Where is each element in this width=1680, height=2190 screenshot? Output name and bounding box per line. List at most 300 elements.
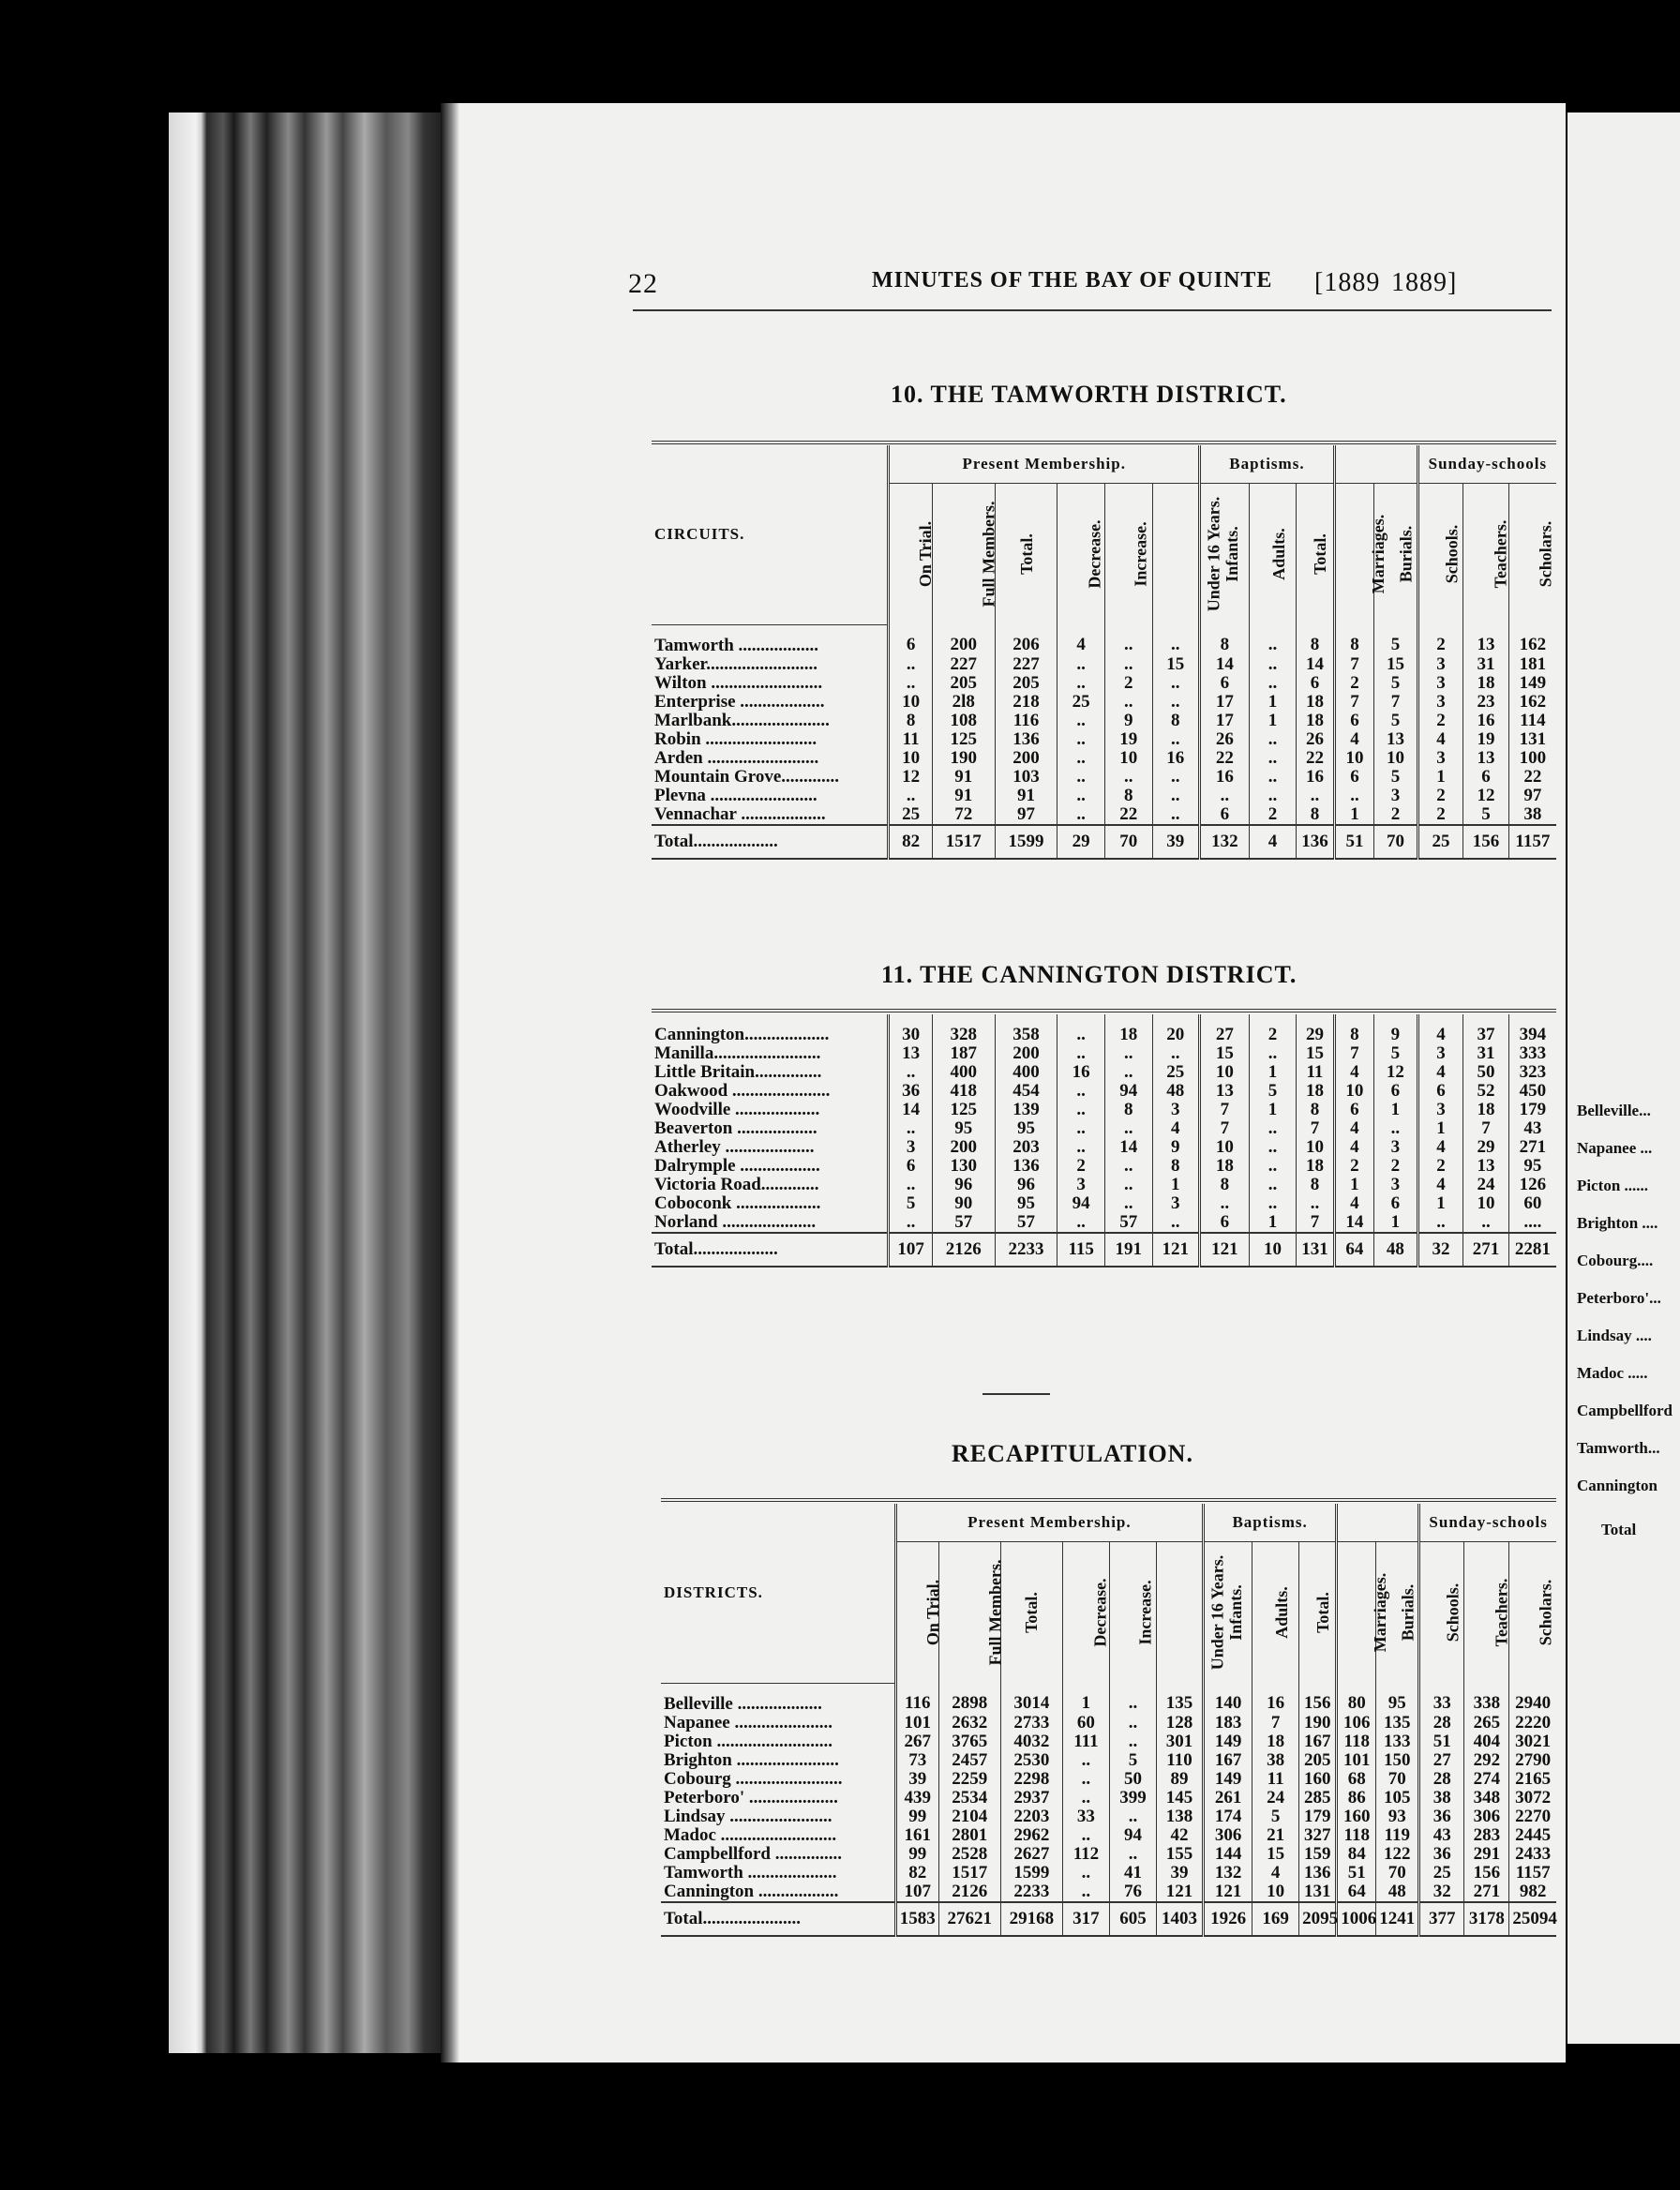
row-name: Brighton ....................... xyxy=(664,1749,839,1770)
cell-decrease: .. xyxy=(1062,1789,1109,1808)
cell-adults: .. xyxy=(1249,1157,1297,1176)
cell-increase: 2 xyxy=(1104,674,1152,693)
cell-full-members: 190 xyxy=(932,749,995,768)
column-header-marriages-label: Marriages. xyxy=(1371,1572,1390,1652)
cell-on-trial: 267 xyxy=(895,1732,938,1751)
row-name: Coboconk ................... xyxy=(654,1193,821,1213)
table-row xyxy=(652,1157,1556,1176)
cell-schools: 3 xyxy=(1418,655,1463,674)
cell-infants: .. xyxy=(1200,787,1250,805)
cell-on-trial: 99 xyxy=(895,1845,938,1864)
cell-increase: 94 xyxy=(1109,1826,1156,1845)
cell-infants: 183 xyxy=(1204,1714,1252,1732)
table-row xyxy=(652,1138,1556,1157)
total-row xyxy=(652,825,1556,859)
total-marriages: 51 xyxy=(1334,825,1373,859)
cell-schools: 3 xyxy=(1418,693,1463,712)
cell-teachers: 265 xyxy=(1464,1714,1509,1732)
cell-scholars: 95 xyxy=(1508,1157,1556,1176)
cell-marriages: 4 xyxy=(1334,1194,1373,1213)
table-row xyxy=(652,730,1556,749)
cell-burials: 5 xyxy=(1374,712,1418,730)
cell-schools: 4 xyxy=(1418,1138,1463,1157)
cell-scholars: 323 xyxy=(1508,1063,1556,1082)
cell-increase: 8 xyxy=(1104,1101,1152,1119)
cell-teachers: 50 xyxy=(1463,1063,1509,1082)
column-header-schools-label: Schools. xyxy=(1443,1582,1462,1642)
column-header-under16 xyxy=(1152,484,1222,625)
total-adults: 10 xyxy=(1249,1233,1297,1267)
cell-schools: 33 xyxy=(1419,1683,1464,1714)
cell-baptisms-total: .. xyxy=(1297,1194,1334,1213)
cell-burials: 133 xyxy=(1376,1732,1419,1751)
cell-infants: 6 xyxy=(1200,805,1250,825)
header-rule xyxy=(633,309,1552,311)
cell-marriages: 1 xyxy=(1334,805,1373,825)
cell-scholars: 181 xyxy=(1508,655,1556,674)
facing-page-stub-row: Tamworth... xyxy=(1577,1439,1660,1457)
cell-baptisms-total: 6 xyxy=(1297,674,1334,693)
total-on-trial: 107 xyxy=(889,1233,933,1267)
total-row xyxy=(661,1902,1556,1936)
cell-marriages: 51 xyxy=(1337,1864,1376,1882)
cell-schools: 3 xyxy=(1418,1101,1463,1119)
cell-schools: 1 xyxy=(1418,1194,1463,1213)
present-membership-header: Present Membership. xyxy=(889,445,1200,484)
cell-decrease: .. xyxy=(1058,674,1105,693)
row-name: Cannington .................. xyxy=(664,1881,839,1901)
cell-decrease: .. xyxy=(1058,805,1105,825)
cell-decrease: 4 xyxy=(1058,624,1105,655)
cell-teachers: 13 xyxy=(1463,749,1509,768)
row-name: Madoc .......................... xyxy=(664,1824,837,1845)
column-header-on-trial xyxy=(889,484,936,625)
facing-page-strip xyxy=(1568,112,1680,2044)
cell-infants: 27 xyxy=(1200,1014,1250,1044)
cell-increase: .. xyxy=(1104,655,1152,674)
facing-page-total: Total xyxy=(1601,1521,1637,1538)
cell-burials: 7 xyxy=(1374,693,1418,712)
cell-full-members: 96 xyxy=(932,1176,995,1194)
cell-on-trial: 107 xyxy=(895,1882,938,1902)
cell-increase: .. xyxy=(1109,1732,1156,1751)
cell-baptisms-total: 18 xyxy=(1297,693,1334,712)
cell-decrease: 16 xyxy=(1058,1063,1105,1082)
cell-full-members: 2104 xyxy=(938,1808,1000,1826)
cell-on-trial: 101 xyxy=(895,1714,938,1732)
column-header-baptisms-total xyxy=(1299,1542,1337,1684)
cell-burials: 105 xyxy=(1376,1789,1419,1808)
cell-increase: 19 xyxy=(1104,730,1152,749)
cannington-top-rule xyxy=(652,1009,1556,1012)
row-name: Norland ..................... xyxy=(654,1212,817,1232)
table-row xyxy=(652,1213,1556,1233)
column-header-burials-label: Burials. xyxy=(1396,525,1416,582)
cell-schools: 1 xyxy=(1418,1119,1463,1138)
column-header-increase-label: Increase. xyxy=(1135,1579,1155,1645)
cell-under16: 155 xyxy=(1156,1845,1203,1864)
total-infants: 1926 xyxy=(1204,1902,1252,1936)
facing-page-stub-row: Campbellford xyxy=(1577,1402,1672,1419)
cell-burials: 93 xyxy=(1376,1808,1419,1826)
cell-total: 4032 xyxy=(1000,1732,1062,1751)
cell-full-members: 205 xyxy=(932,674,995,693)
cell-baptisms-total: 179 xyxy=(1299,1808,1337,1826)
cell-adults: .. xyxy=(1249,624,1297,655)
cell-increase: .. xyxy=(1104,1176,1152,1194)
cell-full-members: 2632 xyxy=(938,1714,1000,1732)
cell-total: 1599 xyxy=(1000,1864,1062,1882)
column-header-increase-label: Increase. xyxy=(1131,520,1150,587)
cell-decrease: 60 xyxy=(1062,1714,1109,1732)
cell-full-members: 187 xyxy=(932,1044,995,1063)
cell-total: 2733 xyxy=(1000,1714,1062,1732)
cell-on-trial: 161 xyxy=(895,1826,938,1845)
cell-adults: 38 xyxy=(1252,1751,1299,1770)
cell-scholars: 2433 xyxy=(1509,1845,1556,1864)
cell-under16: 3 xyxy=(1152,1101,1200,1119)
cell-on-trial: .. xyxy=(889,1176,933,1194)
cell-adults: .. xyxy=(1249,655,1297,674)
column-header-teachers-label: Teachers. xyxy=(1491,519,1510,588)
tamworth-table xyxy=(652,445,1556,860)
row-name: Cobourg ........................ xyxy=(664,1768,843,1789)
cell-decrease: .. xyxy=(1058,655,1105,674)
cell-adults: 16 xyxy=(1252,1683,1299,1714)
cell-total: 203 xyxy=(995,1138,1058,1157)
row-name: Wilton ......................... xyxy=(654,672,823,693)
cell-increase: 22 xyxy=(1104,805,1152,825)
cell-on-trial: .. xyxy=(889,655,933,674)
table-row xyxy=(661,1732,1556,1751)
cell-scholars: 131 xyxy=(1508,730,1556,749)
total-on-trial: 82 xyxy=(889,825,933,859)
cell-full-members: 400 xyxy=(932,1063,995,1082)
table-row xyxy=(652,1119,1556,1138)
cell-teachers: 7 xyxy=(1463,1119,1509,1138)
cell-marriages: 8 xyxy=(1334,624,1373,655)
cell-teachers: 338 xyxy=(1464,1683,1509,1714)
cell-increase: 9 xyxy=(1104,712,1152,730)
cell-burials: 95 xyxy=(1376,1683,1419,1714)
cell-burials: 2 xyxy=(1374,1157,1418,1176)
cell-on-trial: 73 xyxy=(895,1751,938,1770)
cell-schools: 6 xyxy=(1418,1082,1463,1101)
table-row xyxy=(661,1789,1556,1808)
cell-on-trial: .. xyxy=(889,674,933,693)
cell-scholars: 982 xyxy=(1509,1882,1556,1902)
cell-full-members: 2898 xyxy=(938,1683,1000,1714)
cell-increase: .. xyxy=(1109,1714,1156,1732)
present-membership-header: Present Membership. xyxy=(895,1504,1203,1542)
cell-full-members: 200 xyxy=(932,1138,995,1157)
cell-adults: 11 xyxy=(1252,1770,1299,1789)
cell-schools: 43 xyxy=(1419,1826,1464,1845)
cell-burials: 13 xyxy=(1374,730,1418,749)
baptisms-header: Baptisms. xyxy=(1200,445,1335,484)
cell-full-members: 3765 xyxy=(938,1732,1000,1751)
cell-infants: 149 xyxy=(1204,1770,1252,1789)
cell-under16: .. xyxy=(1152,730,1200,749)
cell-marriages: 6 xyxy=(1334,712,1373,730)
cell-marriages: 8 xyxy=(1334,1014,1373,1044)
cell-scholars: 149 xyxy=(1508,674,1556,693)
total-schools: 25 xyxy=(1418,825,1463,859)
book-page-edges xyxy=(169,112,441,2053)
cell-under16: 8 xyxy=(1152,1157,1200,1176)
row-name: Enterprise ................... xyxy=(654,691,825,712)
cell-full-members: 2534 xyxy=(938,1789,1000,1808)
column-header-scholars xyxy=(1509,1542,1556,1684)
cell-baptisms-total: 18 xyxy=(1297,712,1334,730)
cell-infants: 132 xyxy=(1204,1864,1252,1882)
cell-total: 227 xyxy=(995,655,1058,674)
cell-adults: 2 xyxy=(1249,1014,1297,1044)
total-decrease: 115 xyxy=(1058,1233,1105,1267)
total-decrease: 29 xyxy=(1058,825,1105,859)
cell-decrease: .. xyxy=(1058,1213,1105,1233)
table-row xyxy=(652,1176,1556,1194)
cell-infants: 7 xyxy=(1200,1101,1250,1119)
cell-under16: 20 xyxy=(1152,1014,1200,1044)
cell-scholars: 97 xyxy=(1508,787,1556,805)
cell-under16: 89 xyxy=(1156,1770,1203,1789)
cell-teachers: 404 xyxy=(1464,1732,1509,1751)
cell-adults: .. xyxy=(1249,1194,1297,1213)
cell-teachers: 283 xyxy=(1464,1826,1509,1845)
cell-full-members: 125 xyxy=(932,1101,995,1119)
cell-under16: .. xyxy=(1152,1044,1200,1063)
cell-burials: 5 xyxy=(1374,1044,1418,1063)
cell-total: 200 xyxy=(995,749,1058,768)
cell-full-members: 200 xyxy=(932,624,995,655)
section-divider xyxy=(982,1393,1050,1395)
cell-adults: 1 xyxy=(1249,693,1297,712)
cell-teachers: 292 xyxy=(1464,1751,1509,1770)
cell-teachers: 306 xyxy=(1464,1808,1509,1826)
table-row xyxy=(652,787,1556,805)
cell-full-members: 2126 xyxy=(938,1882,1000,1902)
cell-burials: 6 xyxy=(1374,1194,1418,1213)
cell-scholars: 162 xyxy=(1508,693,1556,712)
cell-baptisms-total: 10 xyxy=(1297,1138,1334,1157)
cell-under16: 16 xyxy=(1152,749,1200,768)
cell-adults: 1 xyxy=(1249,1063,1297,1082)
cell-total: 206 xyxy=(995,624,1058,655)
cell-total: 358 xyxy=(995,1014,1058,1044)
cell-burials: 6 xyxy=(1374,1082,1418,1101)
cell-on-trial: 11 xyxy=(889,730,933,749)
total-under16: 121 xyxy=(1152,1233,1200,1267)
recap-title: RECAPITULATION. xyxy=(952,1440,1193,1467)
cell-scholars: 333 xyxy=(1508,1044,1556,1063)
facing-page-stub-row: Brighton .... xyxy=(1577,1214,1658,1232)
cell-on-trial: 8 xyxy=(889,712,933,730)
facing-page-stub-row: Lindsay .... xyxy=(1577,1327,1652,1344)
cell-schools: 4 xyxy=(1418,730,1463,749)
cell-burials: 3 xyxy=(1374,787,1418,805)
cell-decrease: 2 xyxy=(1058,1157,1105,1176)
cell-teachers: 31 xyxy=(1463,1044,1509,1063)
column-header-full-members xyxy=(938,1542,1005,1684)
cell-baptisms-total: 26 xyxy=(1297,730,1334,749)
cell-increase: .. xyxy=(1104,624,1152,655)
cell-baptisms-total: .. xyxy=(1297,787,1334,805)
column-header-schools-label: Schools. xyxy=(1441,524,1461,583)
cell-scholars: 22 xyxy=(1508,768,1556,787)
cell-burials: 48 xyxy=(1376,1882,1419,1902)
row-name: Oakwood ...................... xyxy=(654,1081,831,1101)
total-increase: 70 xyxy=(1104,825,1152,859)
row-name: Belleville ................... xyxy=(664,1693,822,1714)
cell-under16: 301 xyxy=(1156,1732,1203,1751)
cell-total: 3014 xyxy=(1000,1683,1062,1714)
column-header-decrease xyxy=(1058,484,1105,625)
cell-decrease: 112 xyxy=(1062,1845,1109,1864)
page-year-right: 1889] xyxy=(1391,268,1458,297)
cell-adults: .. xyxy=(1249,749,1297,768)
total-total: 1599 xyxy=(995,825,1058,859)
cell-burials: 70 xyxy=(1376,1864,1419,1882)
column-header-under16-label: Under 16 Years. xyxy=(1208,1554,1227,1670)
cell-adults: .. xyxy=(1249,1138,1297,1157)
cell-teachers: 13 xyxy=(1463,624,1509,655)
total-label: Total................... xyxy=(652,1233,889,1267)
cell-total: 2233 xyxy=(1000,1882,1062,1902)
cell-infants: .. xyxy=(1200,1194,1250,1213)
table-row xyxy=(652,674,1556,693)
row-name: Marlbank...................... xyxy=(654,710,830,730)
column-header-marriages xyxy=(1334,484,1388,625)
cell-increase: .. xyxy=(1109,1845,1156,1864)
cell-baptisms-total: 22 xyxy=(1297,749,1334,768)
cell-scholars: 2790 xyxy=(1509,1751,1556,1770)
cell-total: 139 xyxy=(995,1101,1058,1119)
cell-marriages: 2 xyxy=(1334,1157,1373,1176)
cell-burials: 12 xyxy=(1374,1063,1418,1082)
total-increase: 191 xyxy=(1104,1233,1152,1267)
cell-on-trial: 6 xyxy=(889,1157,933,1176)
cell-decrease: .. xyxy=(1058,749,1105,768)
page-running-title: MINUTES OF THE BAY OF QUINTE xyxy=(872,268,1273,292)
total-total: 2233 xyxy=(995,1233,1058,1267)
column-header-burials-label: Burials. xyxy=(1398,1583,1418,1641)
table-row xyxy=(652,1044,1556,1063)
cell-marriages: 7 xyxy=(1334,693,1373,712)
cell-infants: 149 xyxy=(1204,1732,1252,1751)
cell-schools: 3 xyxy=(1418,749,1463,768)
cell-decrease: .. xyxy=(1058,1101,1105,1119)
cell-baptisms-total: 327 xyxy=(1299,1826,1337,1845)
total-decrease: 317 xyxy=(1062,1902,1109,1936)
table-row xyxy=(661,1882,1556,1902)
cell-decrease: 1 xyxy=(1062,1683,1109,1714)
cell-burials: 5 xyxy=(1374,624,1418,655)
cell-under16: .. xyxy=(1152,1213,1200,1233)
cell-on-trial: 14 xyxy=(889,1101,933,1119)
total-total: 29168 xyxy=(1000,1902,1062,1936)
cell-adults: 7 xyxy=(1252,1714,1299,1732)
cell-burials: 119 xyxy=(1376,1826,1419,1845)
row-name: Manilla........................ xyxy=(654,1043,821,1063)
cell-under16: 15 xyxy=(1152,655,1200,674)
cell-total: 91 xyxy=(995,787,1058,805)
cell-infants: 16 xyxy=(1200,768,1250,787)
cell-adults: 5 xyxy=(1249,1082,1297,1101)
cell-schools: 32 xyxy=(1419,1882,1464,1902)
cell-full-members: 2l8 xyxy=(932,693,995,712)
cell-adults: 15 xyxy=(1252,1845,1299,1864)
cell-full-members: 108 xyxy=(932,712,995,730)
column-header-full-members xyxy=(932,484,998,625)
cell-increase: .. xyxy=(1104,1063,1152,1082)
cell-schools: 4 xyxy=(1418,1176,1463,1194)
cell-on-trial: 116 xyxy=(895,1683,938,1714)
cell-marriages: 1 xyxy=(1334,1176,1373,1194)
table-row xyxy=(652,749,1556,768)
cell-adults: 18 xyxy=(1252,1732,1299,1751)
cell-infants: 121 xyxy=(1204,1882,1252,1902)
cell-scholars: 394 xyxy=(1508,1014,1556,1044)
cell-teachers: 10 xyxy=(1463,1194,1509,1213)
cell-under16: .. xyxy=(1152,693,1200,712)
cell-increase: .. xyxy=(1104,1044,1152,1063)
tamworth-title: 10. THE TAMWORTH DISTRICT. xyxy=(891,381,1287,408)
row-name: Tamworth .................. xyxy=(654,635,819,655)
cell-increase: 41 xyxy=(1109,1864,1156,1882)
table-row xyxy=(661,1845,1556,1864)
cell-baptisms-total: 167 xyxy=(1299,1732,1337,1751)
cell-burials: 3 xyxy=(1374,1138,1418,1157)
cell-infants: 22 xyxy=(1200,749,1250,768)
total-teachers: 3178 xyxy=(1464,1902,1509,1936)
cell-teachers: 18 xyxy=(1463,674,1509,693)
cell-schools: 36 xyxy=(1419,1808,1464,1826)
cell-marriages: 118 xyxy=(1337,1732,1376,1751)
cell-burials: 5 xyxy=(1374,674,1418,693)
table-row xyxy=(652,768,1556,787)
baptisms-header: Baptisms. xyxy=(1204,1504,1337,1542)
cell-scholars: 3072 xyxy=(1509,1789,1556,1808)
total-infants: 121 xyxy=(1200,1233,1250,1267)
column-header-baptisms-total xyxy=(1297,484,1334,625)
cell-teachers: 6 xyxy=(1463,768,1509,787)
cell-under16: 110 xyxy=(1156,1751,1203,1770)
cell-marriages: 68 xyxy=(1337,1770,1376,1789)
total-under16: 1403 xyxy=(1156,1902,1203,1936)
column-header-teachers-label: Teachers. xyxy=(1492,1578,1511,1646)
facing-page-stub-row: Cannington xyxy=(1577,1477,1658,1494)
cell-total: 95 xyxy=(995,1119,1058,1138)
cell-infants: 7 xyxy=(1200,1119,1250,1138)
cell-increase: 5 xyxy=(1109,1751,1156,1770)
total-full-members: 27621 xyxy=(938,1902,1000,1936)
cell-decrease: 3 xyxy=(1058,1176,1105,1194)
tamworth-top-rule xyxy=(652,441,1556,444)
cell-adults: 21 xyxy=(1252,1826,1299,1845)
cell-baptisms-total: 8 xyxy=(1297,1101,1334,1119)
cell-on-trial: 10 xyxy=(889,693,933,712)
recap-top-rule xyxy=(661,1498,1556,1502)
cell-adults: .. xyxy=(1249,1119,1297,1138)
table-row xyxy=(652,1101,1556,1119)
cell-scholars: 2270 xyxy=(1509,1808,1556,1826)
cell-increase: 10 xyxy=(1104,749,1152,768)
cell-infants: 10 xyxy=(1200,1063,1250,1082)
cell-total: 2530 xyxy=(1000,1751,1062,1770)
cell-teachers: 271 xyxy=(1464,1882,1509,1902)
column-header-on-trial-label: On Trial. xyxy=(922,1579,942,1645)
